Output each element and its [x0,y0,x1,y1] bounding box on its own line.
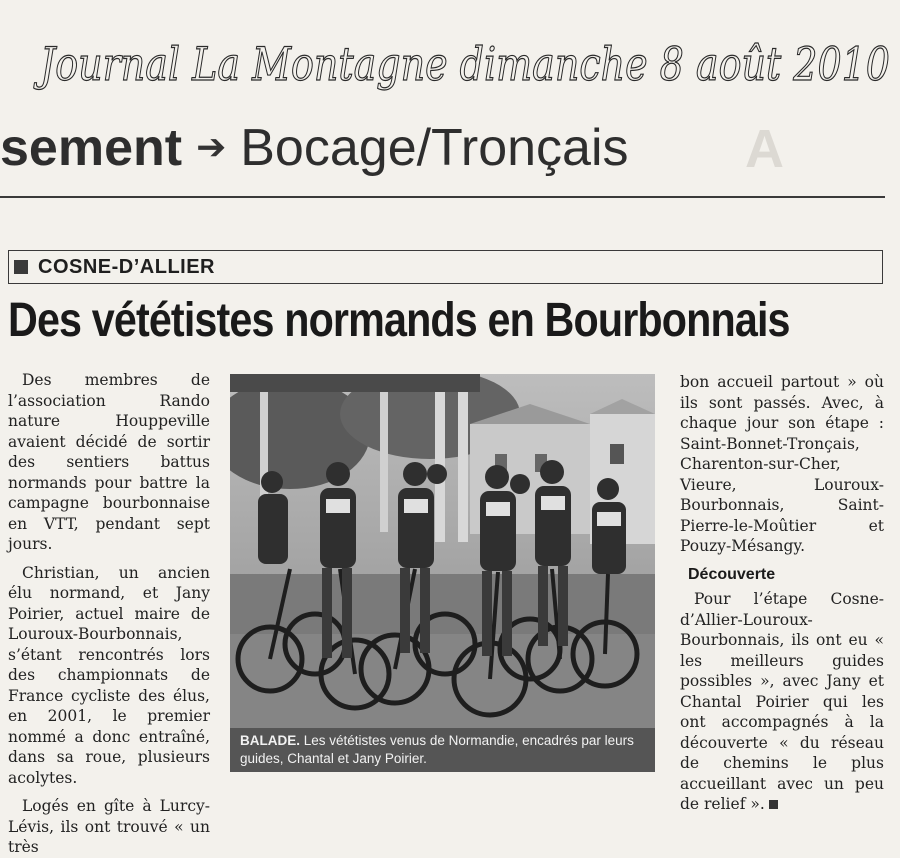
cyclists-photo-illustration [230,374,655,772]
photo-caption [230,728,655,772]
caption-label: BALADE. [240,733,300,748]
end-square-icon [769,800,778,809]
subheading: Découverte [688,565,776,583]
paragraph [680,589,884,815]
section-rule [0,196,885,198]
locality-label: COSNE-D’ALLIER [38,255,215,278]
paragraph: Christian, un ancien élu normand, et Jany Poirier, actuel maire de Louroux-Bourbonnais, s’étant rencontrés lors des championnats de France cycliste des élus, en 2001, le premier nommé a donc entraîné, dans sa roue, plusieurs acolytes. [8,563,210,787]
square-bullet-icon [14,260,28,274]
paragraph-text: Pour l’étape Cosne-d’Allier-Louroux-Bourbonnais, ils ont eu « les meilleurs guides possibles », avec Jany et Chantal Poirier qui les ont accompagnés à la découverte « du réseau de chemins le plus accueillant avec un peu de relief ». [680,590,884,813]
article-photo [230,374,655,772]
paragraph: Des membres de l’association Rando nature Houppeville avaient décidé de sortir des sentiers battus normands pour battre la campagne bourbonnaise en VTT, pendant sept jours. [8,371,210,553]
paragraph: bon accueil partout » où ils sont passés. Avec, à chaque jour son étape : Saint-Bonnet-Tronçais, Charenton-sur-Cher, Vieure, Louroux-Bourbonnais, Saint-Pierre-le-Moûtier et Pouzy-Mésangy. [680,373,884,555]
arrow-right-icon: ➔ [196,126,227,167]
locality-kicker [14,254,215,280]
section-right: Bocage/Tronçais [240,119,629,177]
article-column-1 [8,370,210,858]
paragraph: Logés en gîte à Lurcy-Lévis, ils ont trouvé « un très [8,797,210,856]
bleed-through-text: A [745,119,784,179]
article-column-3 [680,372,884,815]
caption-text: Les vététistes venus de Normandie, encadrés par leurs guides, Chantal et Jany Poirier. [240,733,634,766]
handwritten-note [0,0,900,110]
handwritten-text: Journal La Montagne dimanche 8 août 2010 [33,37,890,91]
article-headline: Des vététistes normands en Bourbonnais [8,294,790,347]
section-left: sement [0,119,183,177]
section-header [0,112,629,182]
